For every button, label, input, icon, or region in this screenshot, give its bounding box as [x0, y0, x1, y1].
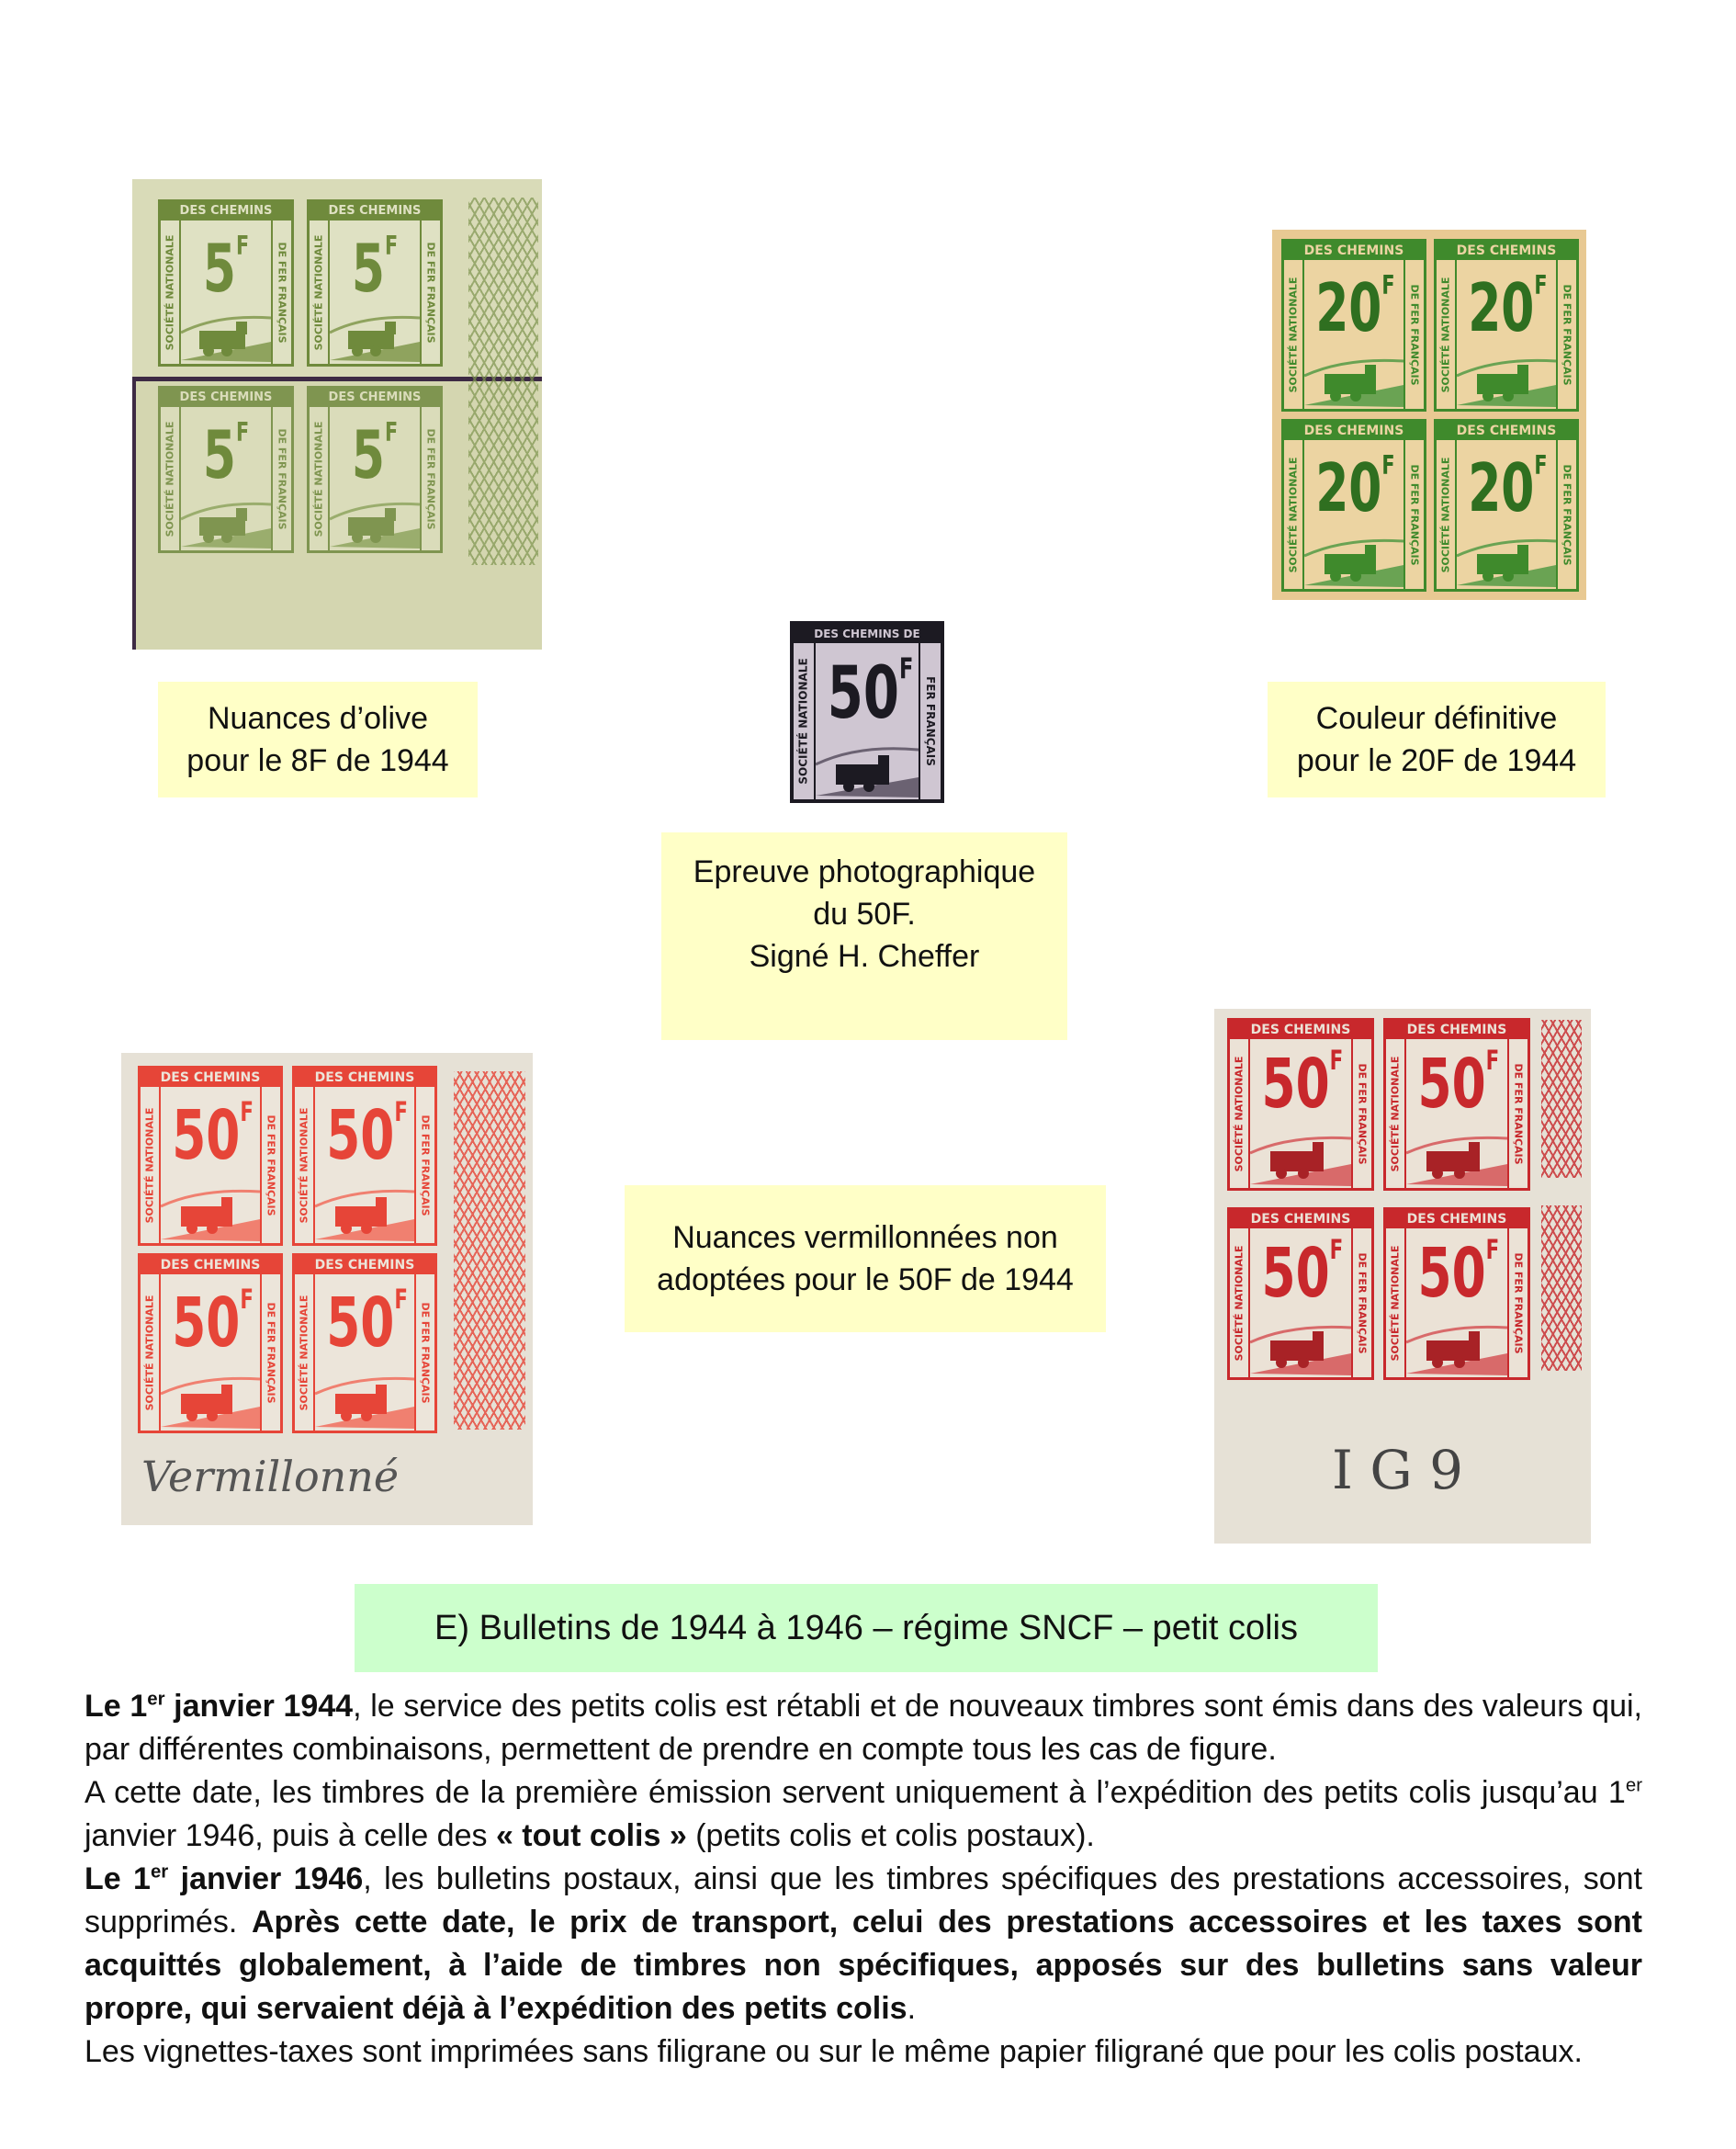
stamp-darkred-1 [1227, 1018, 1374, 1191]
stamp-darkred-2 [1383, 1018, 1530, 1191]
locomotive-illustration [181, 305, 271, 362]
caption-line: Nuances d’olive [207, 701, 429, 736]
paragraph-3 [85, 1858, 1642, 2030]
stamp-left-text: SOCIÉTÉ NATIONALE [1437, 260, 1457, 409]
stamp-left-text: SOCIÉTÉ NATIONALE [295, 1274, 315, 1431]
text: Les vignettes-taxes sont imprimées sans filigrane ou sur le même papier filigrané que pour les colis postaux. [85, 2034, 1583, 2069]
stamp-top-text: DES CHEMINS [1386, 1210, 1527, 1228]
locomotive-illustration [816, 737, 919, 797]
locomotive-illustration [315, 1366, 414, 1429]
stamp-left-text: SOCIÉTÉ NATIONALE [141, 1274, 161, 1431]
locomotive-illustration [1250, 1315, 1351, 1375]
stamp-left-text: SOCIÉTÉ NATIONALE [1230, 1039, 1250, 1188]
locomotive-illustration [181, 492, 271, 549]
green-20f-block-image [1272, 230, 1586, 600]
bold-text: Le 1 [85, 1861, 151, 1896]
stamp-green-1 [1281, 239, 1426, 412]
stamp-right-text: DE FER FRANÇAIS [414, 1087, 434, 1243]
stamp-darkred-4 [1383, 1207, 1530, 1380]
selvage-pattern [468, 198, 538, 565]
bold-text: janvier 1944 [164, 1689, 354, 1724]
stamp-right-text: DE FER FRANÇAIS [271, 407, 291, 550]
stamp-top-text: DES CHEMINS [1230, 1210, 1371, 1228]
stamp-value: $50^F$ [172, 1096, 254, 1175]
text: , le service des petits colis est rétabli et de nouveaux timbres sont émis dans des valeurs qui, par différentes combinaisons, permettent de prendre en compte tous les cas de figure. [85, 1689, 1643, 1767]
stamp-vermillion-1 [138, 1066, 283, 1246]
caption-line: Signé H. Cheffer [749, 939, 980, 974]
locomotive-illustration [1304, 528, 1403, 587]
text: janvier 1946, puis à celle des [85, 1818, 496, 1853]
locomotive-illustration [1457, 528, 1556, 587]
bold-text: janvier 1946 [168, 1861, 364, 1896]
stamp-darkred-3 [1227, 1207, 1374, 1380]
stamp-left-text: SOCIÉTÉ NATIONALE [161, 407, 181, 550]
locomotive-illustration [330, 492, 420, 549]
stamp-right-text: DE FER FRANÇAIS [1507, 1228, 1527, 1377]
stamp-right-text: DE FER FRANÇAIS [271, 221, 291, 364]
stamp-value: $50^F$ [1261, 1045, 1344, 1124]
stamp-green-4 [1434, 419, 1579, 592]
caption-proof [661, 832, 1067, 1040]
locomotive-illustration [1250, 1125, 1351, 1186]
stamp-value: $5^F$ [351, 416, 399, 493]
paragraph-4 [85, 2030, 1642, 2074]
stamp-right-text: FER FRANÇAIS [919, 643, 941, 799]
stamp-value: $5^F$ [351, 230, 399, 307]
stamp-right-text: DE FER FRANÇAIS [1351, 1039, 1371, 1188]
stamp-green-2 [1434, 239, 1579, 412]
stamp-value: $50^F$ [827, 652, 914, 735]
section-title-text: E) Bulletins de 1944 à 1946 – régime SNCF – petit colis [434, 1609, 1298, 1647]
stamp-olive-2 [307, 199, 443, 367]
stamp-left-text: SOCIÉTÉ NATIONALE [1386, 1039, 1406, 1188]
stamp-right-text: DE FER FRANÇAIS [420, 221, 440, 364]
stamp-left-text: SOCIÉTÉ NATIONALE [295, 1087, 315, 1243]
stamp-right-text: DE FER FRANÇAIS [260, 1274, 280, 1431]
stamp-left-text: SOCIÉTÉ NATIONALE [310, 407, 330, 550]
selvage-pattern [454, 1071, 525, 1430]
stamp-vermillion-2 [292, 1066, 437, 1246]
stamp-left-text: SOCIÉTÉ NATIONALE [161, 221, 181, 364]
bold-text: Après cette date, le prix de transport, celui des prestations accessoires et les taxes sont acquittés globalement, à l’aide de timbres non spécifiques, apposés sur des bulletins sans valeur propre, qui servaient déjà à l’expédition des petits colis [85, 1905, 1642, 2026]
bold-text: « tout colis » [495, 1818, 687, 1853]
bold-sup: er [147, 1689, 165, 1710]
selvage-pattern-bottom [1541, 1205, 1582, 1371]
stamp-left-text: SOCIÉTÉ NATIONALE [141, 1087, 161, 1243]
stamp-left-text: SOCIÉTÉ NATIONALE [1230, 1228, 1250, 1377]
stamp-right-text: DE FER FRANÇAIS [1556, 440, 1576, 589]
stamp-left-text: SOCIÉTÉ NATIONALE [310, 221, 330, 364]
stamp-top-text: DES CHEMINS [1437, 242, 1576, 260]
stamp-olive-3 [158, 386, 294, 553]
text: , les bulletins postaux, ainsi que les timbres spécifiques des prestations accessoires, sont supprimés. [85, 1861, 1642, 1940]
stamp-top-text: DES CHEMINS [1284, 242, 1424, 260]
bold-text: Le 1 [85, 1689, 148, 1724]
caption-vermillion [625, 1185, 1106, 1332]
locomotive-illustration [161, 1366, 260, 1429]
caption-line: Nuances vermillonnées non [672, 1220, 1058, 1255]
stamp-left-text: SOCIÉTÉ NATIONALE [1284, 260, 1304, 409]
handwritten-note: I G 9 [1332, 1439, 1464, 1501]
stamp-value: $20^F$ [1468, 449, 1548, 526]
stamp-top-text: DES CHEMINS [310, 202, 440, 221]
stamp-value: $50^F$ [1261, 1234, 1344, 1313]
locomotive-illustration [1304, 348, 1403, 407]
stamp-right-text: DE FER FRANÇAIS [260, 1087, 280, 1243]
section-title [355, 1584, 1378, 1672]
caption-line: pour le 8F de 1944 [186, 743, 449, 778]
text: (petits colis et colis postaux). [686, 1818, 1095, 1853]
stamp-green-3 [1281, 419, 1426, 592]
text: A cette date, les timbres de la première émission servent uniquement à l’expédition des petits colis jusqu’au 1 [85, 1775, 1626, 1810]
stamp-top-text: DES CHEMINS [1284, 422, 1424, 440]
stamp-value: $50^F$ [326, 1284, 408, 1363]
stamp-value: $50^F$ [326, 1096, 408, 1175]
locomotive-illustration [1406, 1315, 1507, 1375]
caption-line: Couleur définitive [1315, 701, 1558, 736]
darkred-50f-block-image [1214, 1009, 1591, 1544]
stamp-left-text: SOCIÉTÉ NATIONALE [1284, 440, 1304, 589]
handwritten-note: Vermillonné [141, 1452, 400, 1501]
paragraph-2 [85, 1771, 1642, 1858]
paragraph-1 [85, 1685, 1642, 1771]
stamp-right-text: DE FER FRANÇAIS [1403, 440, 1424, 589]
locomotive-illustration [1406, 1125, 1507, 1186]
stamp-value: $20^F$ [1468, 269, 1548, 346]
bold-sup: er [150, 1861, 169, 1883]
stamp-value: $20^F$ [1315, 449, 1395, 526]
caption-line: pour le 20F de 1944 [1296, 743, 1577, 778]
stamp-right-text: DE FER FRANÇAIS [414, 1274, 434, 1431]
stamp-right-text: DE FER FRANÇAIS [420, 407, 440, 550]
stamp-top-text: DES CHEMINS [161, 202, 291, 221]
stamp-top-text: DES CHEMINS [141, 1069, 280, 1087]
stamp-value: $20^F$ [1315, 269, 1395, 346]
locomotive-illustration [315, 1179, 414, 1241]
stamp-right-text: DE FER FRANÇAIS [1556, 260, 1576, 409]
stamp-right-text: DE FER FRANÇAIS [1507, 1039, 1527, 1188]
locomotive-illustration [161, 1179, 260, 1241]
stamp-top-text: DES CHEMINS [295, 1069, 434, 1087]
vermillion-50f-block-image [121, 1053, 533, 1525]
caption-olive [158, 682, 478, 797]
stamp-top-text: DES CHEMINS DE [794, 625, 941, 643]
caption-line: adoptées pour le 50F de 1944 [657, 1262, 1074, 1297]
locomotive-illustration [1457, 348, 1556, 407]
stamp-olive-4 [307, 386, 443, 553]
stamp-value: $5^F$ [202, 416, 250, 493]
stamp-olive-1 [158, 199, 294, 367]
proof-50f-image [790, 621, 944, 803]
stamp-value: $5^F$ [202, 230, 250, 307]
stamp-left-text: SOCIÉTÉ NATIONALE [1386, 1228, 1406, 1377]
text: . [907, 1991, 917, 2026]
stamp-left-text: SOCIÉTÉ NATIONALE [1437, 440, 1457, 589]
stamp-vermillion-3 [138, 1253, 283, 1433]
stamp-right-text: DE FER FRANÇAIS [1351, 1228, 1371, 1377]
stamp-value: $50^F$ [1417, 1234, 1500, 1313]
stamp-top-text: DES CHEMINS [161, 389, 291, 407]
stamp-top-text: DES CHEMINS [1437, 422, 1576, 440]
locomotive-illustration [330, 305, 420, 362]
caption-line: du 50F. [813, 897, 916, 932]
olive-5f-block-image [132, 179, 542, 650]
stamp-vermillion-4 [292, 1253, 437, 1433]
stamp-top-text: DES CHEMINS [295, 1256, 434, 1274]
stamp-top-text: DES CHEMINS [1386, 1021, 1527, 1039]
stamp-top-text: DES CHEMINS [141, 1256, 280, 1274]
stamp-right-text: DE FER FRANÇAIS [1403, 260, 1424, 409]
caption-definitive [1268, 682, 1606, 797]
caption-line: Epreuve photographique [693, 854, 1036, 889]
stamp-value: $50^F$ [1417, 1045, 1500, 1124]
stamp-top-text: DES CHEMINS [1230, 1021, 1371, 1039]
sup: er [1625, 1775, 1642, 1796]
stamp-top-text: DES CHEMINS [310, 389, 440, 407]
body-text [85, 1685, 1642, 2074]
selvage-pattern-top [1541, 1020, 1582, 1178]
stamp-value: $50^F$ [172, 1284, 254, 1363]
stamp-left-text: SOCIÉTÉ NATIONALE [794, 643, 816, 799]
